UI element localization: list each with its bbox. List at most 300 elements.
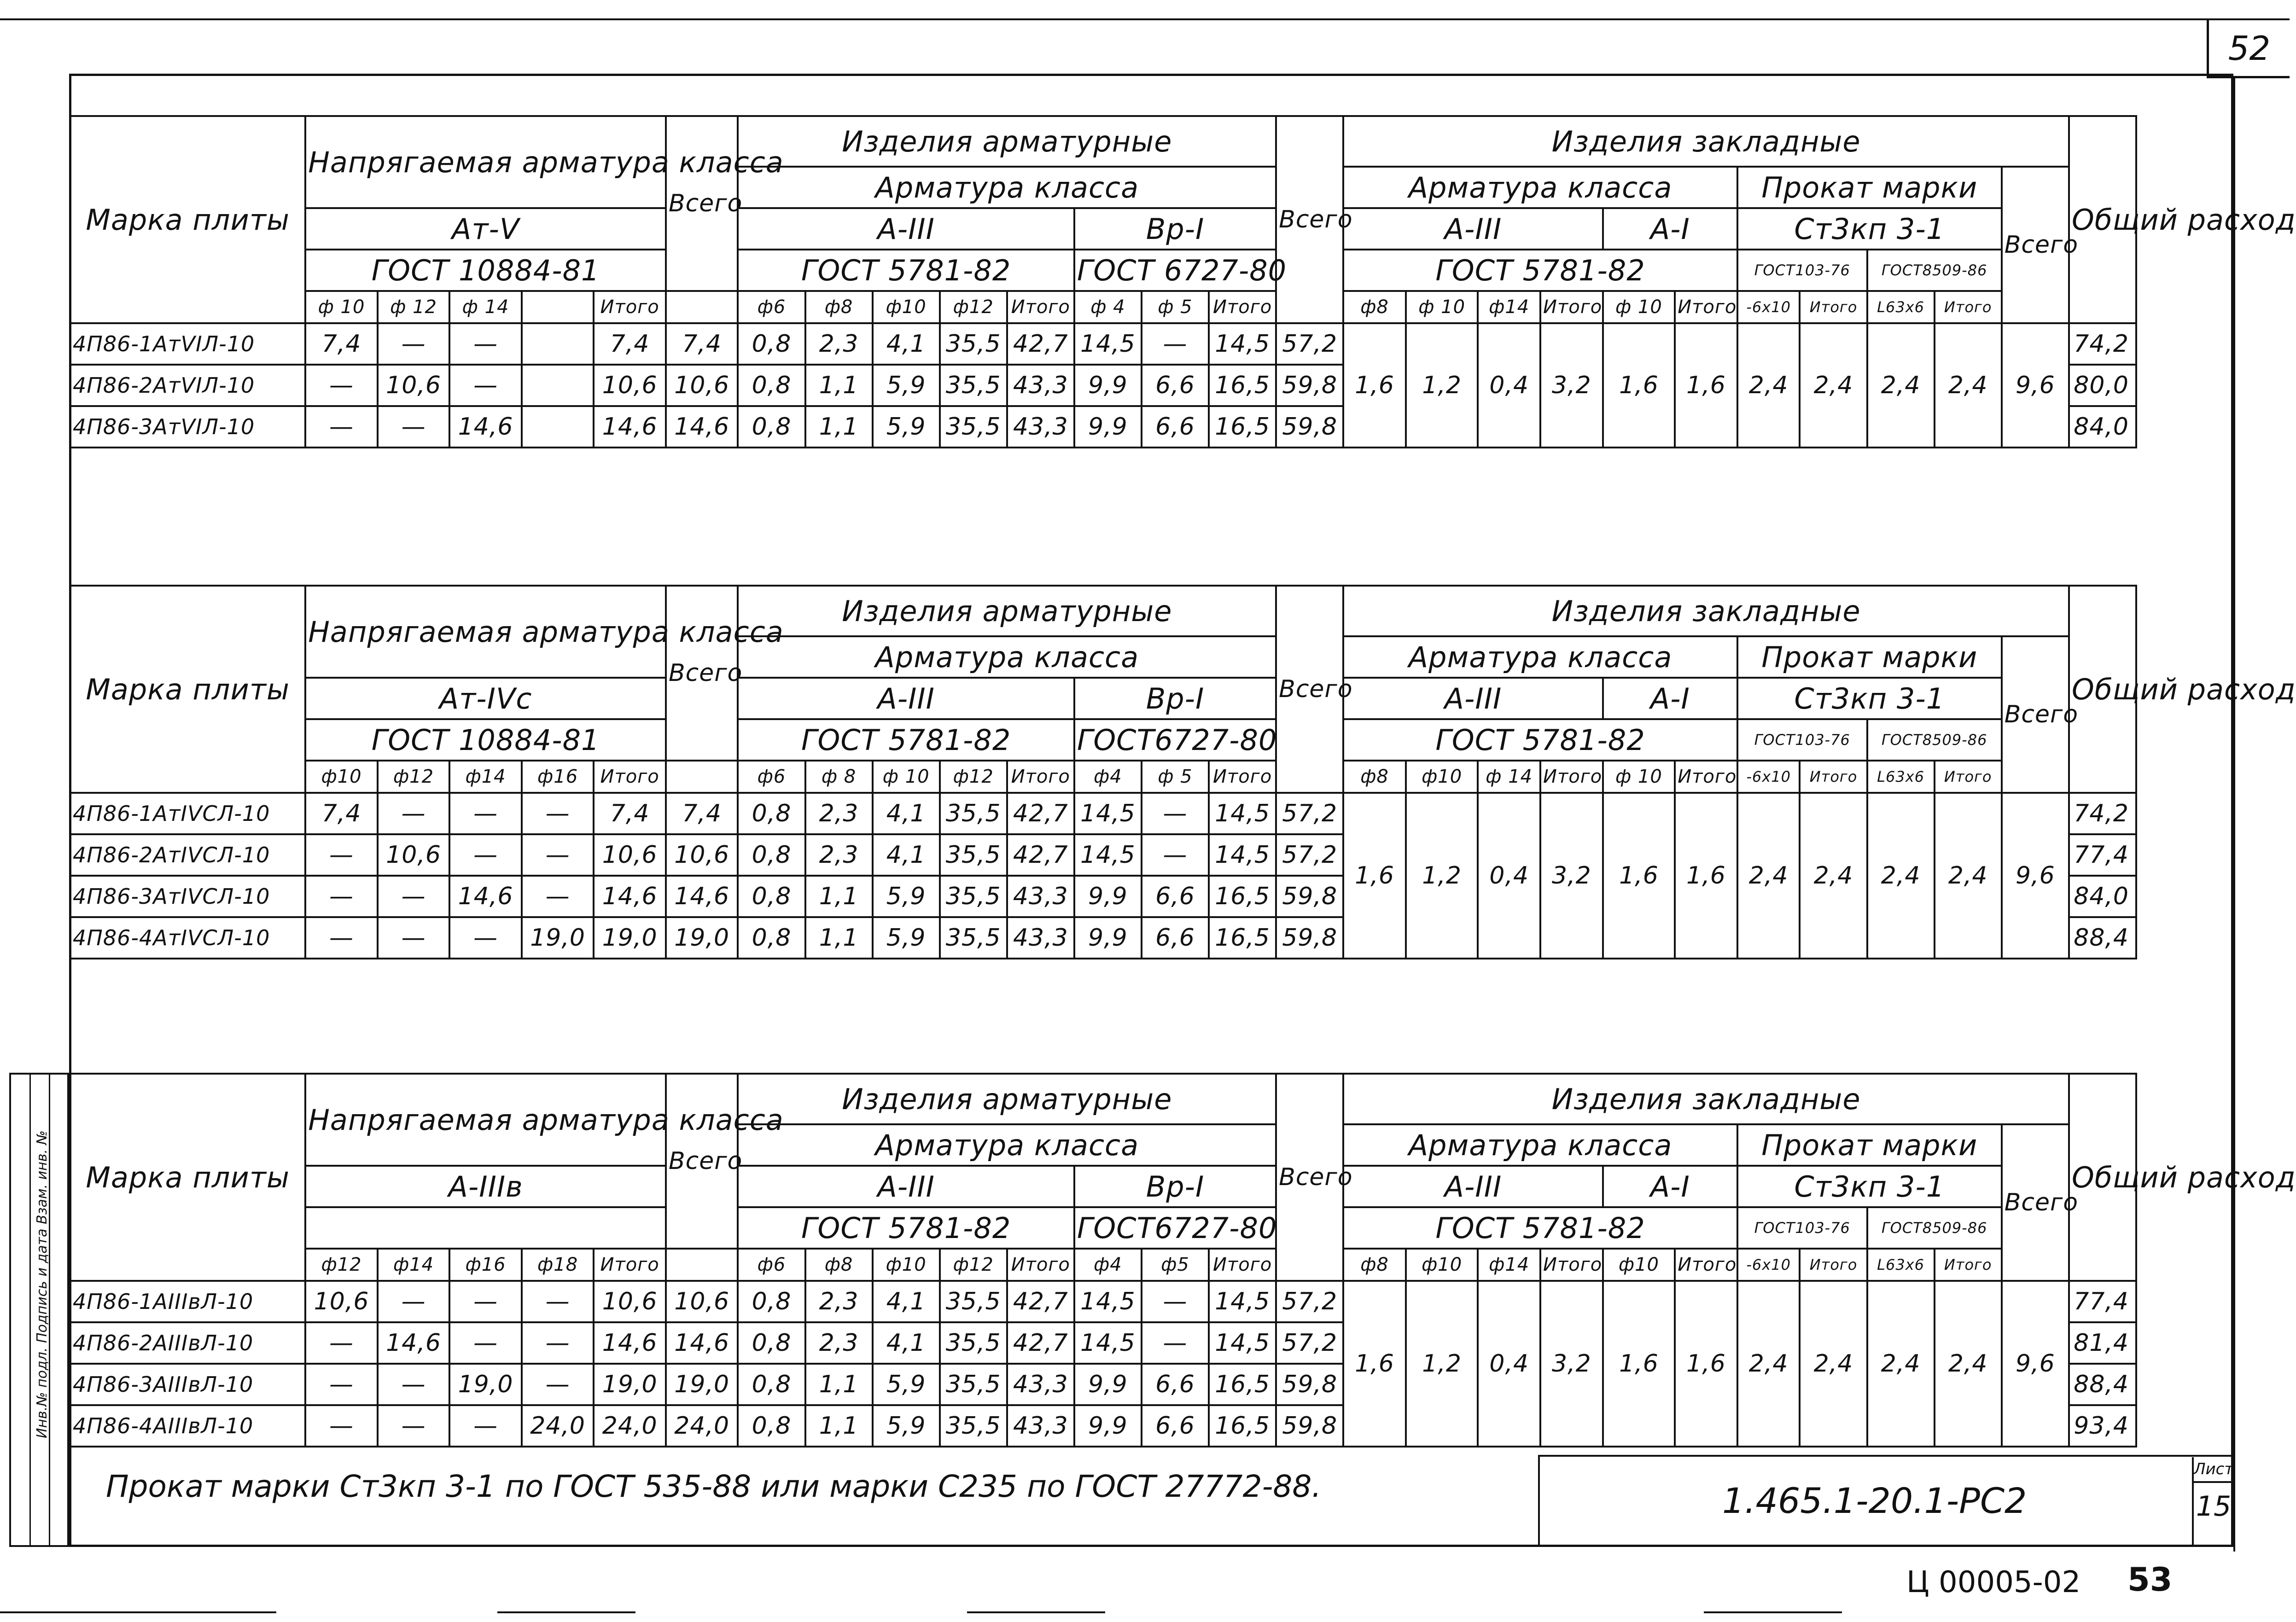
table-cell: 14,5 [1074, 834, 1142, 876]
table-cell: — [449, 323, 522, 365]
col-header-mark: Марка плиты [70, 586, 305, 793]
col-header-embedded-total: Всего [2002, 1124, 2069, 1281]
table-cell: 19,0 [666, 1364, 738, 1405]
table-cell: 42,7 [1007, 1322, 1074, 1364]
table-cell: 14,5 [1074, 1322, 1142, 1364]
row-mark: 4П86-1АIIIвЛ-10 [70, 1281, 305, 1322]
embedded-cell: 3,2 [1540, 323, 1603, 448]
embedded-cell: 2,4 [1935, 323, 2002, 448]
col-header-diameter: ф6 [738, 291, 805, 323]
col-header-rolled: Прокат марки [1737, 636, 2002, 678]
table-cell: 5,9 [873, 876, 940, 917]
table-cell: 14,5 [1074, 323, 1142, 365]
table-cell: — [449, 793, 522, 834]
table-cell: 0,8 [738, 1364, 805, 1405]
embedded-cell: 1,6 [1343, 323, 1406, 448]
table-cell: 43,3 [1007, 876, 1074, 917]
col-header-diameter: Итого [1935, 291, 2002, 323]
table-cell: — [522, 793, 594, 834]
table-cell: — [305, 365, 378, 406]
row-mark: 4П86-3АIIIвЛ-10 [70, 1364, 305, 1405]
row-mark: 4П86-3АтVIЛ-10 [70, 406, 305, 448]
table-cell: 35,5 [940, 406, 1007, 448]
table-cell: 1,1 [805, 876, 873, 917]
row-total: 77,4 [2069, 1281, 2136, 1322]
embedded-cell: 3,2 [1540, 793, 1603, 959]
table-cell: 10,6 [378, 834, 450, 876]
col-header-diameter: ф12 [378, 761, 450, 793]
embedded-cell: 1,6 [1343, 793, 1406, 959]
table-cell: 9,9 [1074, 1405, 1142, 1447]
table-cell: 57,2 [1276, 1281, 1343, 1322]
table-cell: 43,3 [1007, 1364, 1074, 1405]
embedded-cell: 2,4 [1867, 323, 1935, 448]
col-header-rebar-class: Арматура класса [738, 636, 1276, 678]
table-cell: 1,1 [805, 365, 873, 406]
col-header-a3-gost: ГОСТ 5781-82 [738, 719, 1074, 761]
table-cell: 9,9 [1074, 406, 1142, 448]
table-cell: — [378, 1281, 450, 1322]
embedded-cell: 1,2 [1406, 323, 1478, 448]
col-header-diameter: -6x10 [1737, 1249, 1800, 1281]
table-cell: 14,6 [666, 406, 738, 448]
table-cell: — [305, 834, 378, 876]
col-header-diameter: Итого [1800, 291, 1867, 323]
col-header-diameter: -6x10 [1737, 291, 1800, 323]
page-number: 52 [2207, 18, 2290, 78]
table-cell: 24,0 [666, 1405, 738, 1447]
table-cell: 59,8 [1276, 917, 1343, 959]
table-cell: 14,6 [449, 406, 522, 448]
col-header-rolled-grade: Ст3кп 3-1 [1737, 678, 2002, 719]
table-cell: 19,0 [594, 1364, 666, 1405]
row-mark: 4П86-2АтVIЛ-10 [70, 365, 305, 406]
table-cell: 14,5 [1209, 793, 1276, 834]
table-cell: 10,6 [594, 1281, 666, 1322]
col-header-diameter: ф14 [378, 1249, 450, 1281]
col-header-emb-gost: ГОСТ 5781-82 [1343, 250, 1737, 291]
binding-strip [9, 1073, 69, 1547]
row-total: 81,4 [2069, 1322, 2136, 1364]
table-cell: 6,6 [1142, 917, 1209, 959]
table-cell [522, 365, 594, 406]
col-header-prestressed: Напрягаемая арматура класса [305, 116, 666, 208]
embedded-cell: 1,2 [1406, 1281, 1478, 1447]
col-header-diameter: ф14 [449, 761, 522, 793]
col-header-bp1: Вр-I [1074, 1166, 1276, 1207]
table-cell: — [449, 365, 522, 406]
table-cell: 9,9 [1074, 917, 1142, 959]
col-header-rolled-gost-1: ГОСТ103-76 [1737, 250, 1867, 291]
col-header-diameter: ф12 [940, 761, 1007, 793]
table-cell: 1,1 [805, 406, 873, 448]
archive-code: Ц 00005-02 [1906, 1565, 2081, 1599]
table-cell: — [378, 1364, 450, 1405]
table-cell: 0,8 [738, 1322, 805, 1364]
row-total: 74,2 [2069, 323, 2136, 365]
table-cell: 10,6 [305, 1281, 378, 1322]
col-header-bp1-gost: ГОСТ6727-80 [1074, 719, 1276, 761]
col-header-embedded: Изделия закладные [1343, 586, 2069, 636]
col-header-diameter: ф18 [522, 1249, 594, 1281]
table-cell: — [378, 323, 450, 365]
table-cell [522, 323, 594, 365]
col-header-articles: Изделия арматурные [738, 586, 1276, 636]
col-header-diameter: Итого [1800, 1249, 1867, 1281]
col-header-embedded: Изделия закладные [1343, 1074, 2069, 1124]
table-cell: 42,7 [1007, 834, 1074, 876]
sheet-label: Лист [2194, 1457, 2233, 1483]
table-cell: 10,6 [378, 365, 450, 406]
table-cell: 16,5 [1209, 1405, 1276, 1447]
col-header-diameter: Итого [594, 761, 666, 793]
col-header-diameter: ф 10 [1406, 291, 1478, 323]
col-header-diameter: ф16 [449, 1249, 522, 1281]
col-header-a3: А-III [738, 208, 1074, 250]
table-cell: 35,5 [940, 834, 1007, 876]
table-cell: 10,6 [666, 365, 738, 406]
footer-line [1704, 1611, 1842, 1613]
col-header-diameter: Итого [1540, 1249, 1603, 1281]
table-cell: — [305, 406, 378, 448]
col-header-diameter: ф 5 [1142, 291, 1209, 323]
col-header-diameter: ф6 [738, 761, 805, 793]
table-cell: — [449, 917, 522, 959]
table-cell: 14,6 [594, 876, 666, 917]
col-header-prestressed-gost: ГОСТ 10884-81 [305, 250, 666, 291]
col-header-emb-rebar-class: Арматура класса [1343, 167, 1737, 208]
table-cell: 10,6 [594, 834, 666, 876]
col-header-diameter: Итого [1935, 1249, 2002, 1281]
table-cell: 42,7 [1007, 323, 1074, 365]
table-cell: 19,0 [522, 917, 594, 959]
table-cell: — [449, 1322, 522, 1364]
col-header-rolled: Прокат марки [1737, 1124, 2002, 1166]
table-cell: — [1142, 1322, 1209, 1364]
col-header-diameter: Итого [1209, 761, 1276, 793]
col-header-a3-gost: ГОСТ 5781-82 [738, 1207, 1074, 1249]
col-header-emb-a1: А-I [1603, 208, 1737, 250]
col-header-diameter: ф 8 [805, 761, 873, 793]
table-cell: 14,6 [594, 406, 666, 448]
table-cell: — [1142, 834, 1209, 876]
steel-spec-table [69, 115, 2296, 448]
table-cell: 35,5 [940, 917, 1007, 959]
table-cell: 7,4 [305, 793, 378, 834]
table-cell: 0,8 [738, 323, 805, 365]
table-cell: — [378, 793, 450, 834]
col-header-rolled-gost-2: ГОСТ8509-86 [1867, 719, 2002, 761]
table-cell: 35,5 [940, 365, 1007, 406]
table-cell: 5,9 [873, 365, 940, 406]
table-cell: 16,5 [1209, 406, 1276, 448]
col-header-diameter: ф14 [1478, 1249, 1540, 1281]
table-cell: 16,5 [1209, 365, 1276, 406]
embedded-cell: 1,6 [1343, 1281, 1406, 1447]
table-cell: 35,5 [940, 793, 1007, 834]
col-header-total: Общий расход [2069, 586, 2136, 793]
row-mark: 4П86-2АтIVСЛ-10 [70, 834, 305, 876]
table-cell: 0,8 [738, 1281, 805, 1322]
table-cell: — [1142, 793, 1209, 834]
table-cell: 16,5 [1209, 876, 1276, 917]
embedded-cell: 9,6 [2002, 323, 2069, 448]
table-cell: — [1142, 323, 1209, 365]
table-cell: 14,5 [1209, 834, 1276, 876]
col-header-diameter: Итого [594, 291, 666, 323]
col-header-empty [666, 291, 738, 323]
table-cell: — [305, 1322, 378, 1364]
col-header-diameter: Итого [1675, 761, 1737, 793]
col-header-diameter: Итого [1675, 1249, 1737, 1281]
col-header-diameter: ф8 [1343, 761, 1406, 793]
table-cell: 14,6 [378, 1322, 450, 1364]
row-total: 77,4 [2069, 834, 2136, 876]
table-cell: 6,6 [1142, 876, 1209, 917]
row-total: 84,0 [2069, 406, 2136, 448]
table-cell: 0,8 [738, 876, 805, 917]
embedded-cell: 0,4 [1478, 323, 1540, 448]
col-header-bp1-gost: ГОСТ6727-80 [1074, 1207, 1276, 1249]
col-header-diameter: L63x6 [1867, 291, 1935, 323]
table-cell: 5,9 [873, 1364, 940, 1405]
table-cell: 14,5 [1074, 1281, 1142, 1322]
col-header-emb-rebar-class: Арматура класса [1343, 1124, 1737, 1166]
table-cell: 2,3 [805, 793, 873, 834]
table-cell: 14,5 [1074, 793, 1142, 834]
col-header-emb-a1: А-I [1603, 678, 1737, 719]
col-header-prestressed-class: Ат-V [305, 208, 666, 250]
table-cell: 1,1 [805, 1405, 873, 1447]
footer-line [497, 1611, 635, 1613]
col-header-diameter: ф16 [522, 761, 594, 793]
table-cell: — [522, 876, 594, 917]
col-header-a3: А-III [738, 1166, 1074, 1207]
col-header-empty [666, 761, 738, 793]
table-cell: 7,4 [594, 323, 666, 365]
table-cell: 16,5 [1209, 1364, 1276, 1405]
col-header-embedded: Изделия закладные [1343, 116, 2069, 167]
archive-page-number: 53 [2127, 1561, 2173, 1599]
rolled-steel-note: Прокат марки Ст3кп 3-1 по ГОСТ 535-88 или марки С235 по ГОСТ 27772-88. [106, 1469, 1322, 1504]
table-cell: 0,8 [738, 793, 805, 834]
embedded-cell: 2,4 [1867, 1281, 1935, 1447]
col-header-diameter: ф10 [873, 1249, 940, 1281]
row-total: 74,2 [2069, 793, 2136, 834]
table-cell: 4,1 [873, 834, 940, 876]
binding-strip-text: Инв.№ подл. Подпись и дата Взам. инв. № [34, 1130, 50, 1438]
col-header-prestressed-class: А-IIIв [305, 1166, 666, 1207]
table-cell: 43,3 [1007, 1405, 1074, 1447]
col-header-embedded-total: Всего [2002, 167, 2069, 323]
table-cell: 19,0 [449, 1364, 522, 1405]
col-header-total: Общий расход [2069, 1074, 2136, 1281]
col-header-diameter: Итого [1935, 761, 2002, 793]
col-header-diameter: ф12 [940, 291, 1007, 323]
col-header-prestressed: Напрягаемая арматура класса [305, 586, 666, 678]
table-cell: 6,6 [1142, 406, 1209, 448]
table-cell: 6,6 [1142, 1364, 1209, 1405]
col-header-diameter: Итого [1007, 1249, 1074, 1281]
col-header-emb-a1: А-I [1603, 1166, 1737, 1207]
col-header-diameter: Итого [1209, 1249, 1276, 1281]
table-cell: — [378, 876, 450, 917]
table-cell: 0,8 [738, 917, 805, 959]
table-cell: 19,0 [666, 917, 738, 959]
table-cell: 4,1 [873, 1281, 940, 1322]
table-cell: 2,3 [805, 834, 873, 876]
embedded-cell: 1,6 [1603, 793, 1675, 959]
row-total: 84,0 [2069, 876, 2136, 917]
table-cell: — [305, 917, 378, 959]
table-cell [522, 406, 594, 448]
row-mark: 4П86-3АтIVСЛ-10 [70, 876, 305, 917]
col-header-prestressed-class: Ат-IVс [305, 678, 666, 719]
table-cell: — [522, 1281, 594, 1322]
table-cell: 1,1 [805, 917, 873, 959]
table-cell: 7,4 [666, 323, 738, 365]
col-header-diameter [522, 291, 594, 323]
col-header-diameter: Итого [594, 1249, 666, 1281]
col-header-diameter: L63x6 [1867, 1249, 1935, 1281]
steel-spec-table [69, 1073, 2296, 1448]
col-header-rolled-gost-1: ГОСТ103-76 [1737, 719, 1867, 761]
table-cell: 24,0 [594, 1405, 666, 1447]
embedded-cell: 2,4 [1800, 323, 1867, 448]
table-cell: 42,7 [1007, 1281, 1074, 1322]
embedded-cell: 2,4 [1737, 323, 1800, 448]
embedded-cell: 1,6 [1603, 323, 1675, 448]
embedded-cell: 0,4 [1478, 1281, 1540, 1447]
table-cell: 14,5 [1209, 323, 1276, 365]
table-cell: 16,5 [1209, 917, 1276, 959]
col-header-prestressed-gost: ГОСТ 10884-81 [305, 719, 666, 761]
col-header-diameter: ф4 [1074, 761, 1142, 793]
col-header-diameter: ф 12 [378, 291, 450, 323]
table-cell: — [449, 1405, 522, 1447]
col-header-diameter: Итого [1007, 761, 1074, 793]
table-cell: 43,3 [1007, 406, 1074, 448]
table-cell: 35,5 [940, 876, 1007, 917]
table-cell: 42,7 [1007, 793, 1074, 834]
col-header-diameter: ф 14 [1478, 761, 1540, 793]
table-cell: 24,0 [522, 1405, 594, 1447]
binding-column [11, 1075, 31, 1545]
table-cell: 10,6 [594, 365, 666, 406]
col-header-articles: Изделия арматурные [738, 1074, 1276, 1124]
col-header-diameter: Итого [1209, 291, 1276, 323]
col-header-bp1-gost: ГОСТ 6727-80 [1074, 250, 1276, 291]
table-cell: 2,3 [805, 323, 873, 365]
table-cell: 59,8 [1276, 1405, 1343, 1447]
col-header-diameter: Итого [1007, 291, 1074, 323]
embedded-cell: 2,4 [1935, 1281, 2002, 1447]
table-cell: 35,5 [940, 1405, 1007, 1447]
table-cell: 7,4 [594, 793, 666, 834]
col-header-rolled-grade: Ст3кп 3-1 [1737, 1166, 2002, 1207]
table-cell: 9,9 [1074, 876, 1142, 917]
embedded-cell: 1,6 [1675, 323, 1737, 448]
table-cell: 0,8 [738, 365, 805, 406]
embedded-cell: 2,4 [1800, 1281, 1867, 1447]
table-cell: — [522, 1364, 594, 1405]
table-cell: — [378, 1405, 450, 1447]
table-cell: — [378, 917, 450, 959]
col-header-bp1: Вр-I [1074, 678, 1276, 719]
col-header-articles: Изделия арматурные [738, 116, 1276, 167]
col-header-prestressed-gost [305, 1207, 666, 1249]
row-total: 88,4 [2069, 1364, 2136, 1405]
table-cell: 4,1 [873, 1322, 940, 1364]
embedded-cell: 2,4 [1737, 1281, 1800, 1447]
col-header-diameter: ф12 [305, 1249, 378, 1281]
embedded-cell: 0,4 [1478, 793, 1540, 959]
table-cell: 6,6 [1142, 1405, 1209, 1447]
table-cell: — [305, 1405, 378, 1447]
col-header-diameter: ф8 [1343, 1249, 1406, 1281]
col-header-bp1: Вр-I [1074, 208, 1276, 250]
table-cell: 57,2 [1276, 793, 1343, 834]
table-cell: 0,8 [738, 406, 805, 448]
embedded-cell: 1,6 [1603, 1281, 1675, 1447]
table-cell: — [1142, 1281, 1209, 1322]
table-cell: 2,3 [805, 1322, 873, 1364]
col-header-diameter: ф10 [1406, 1249, 1478, 1281]
col-header-mark: Марка плиты [70, 116, 305, 323]
table-cell: — [305, 1364, 378, 1405]
col-header-diameter: ф8 [1343, 291, 1406, 323]
table-cell: 14,5 [1209, 1281, 1276, 1322]
col-header-diameter: ф6 [738, 1249, 805, 1281]
embedded-cell: 2,4 [1867, 793, 1935, 959]
table-cell: 19,0 [594, 917, 666, 959]
row-total: 93,4 [2069, 1405, 2136, 1447]
col-header-diameter: ф 10 [873, 761, 940, 793]
footer-line [967, 1611, 1105, 1613]
table-cell: 14,6 [666, 876, 738, 917]
col-header-diameter: L63x6 [1867, 761, 1935, 793]
col-header-diameter: -6x10 [1737, 761, 1800, 793]
table-cell: 6,6 [1142, 365, 1209, 406]
table-cell: 43,3 [1007, 365, 1074, 406]
table-cell: 57,2 [1276, 1322, 1343, 1364]
footer-line [0, 1611, 276, 1613]
table-cell: 10,6 [666, 1281, 738, 1322]
col-header-rolled: Прокат марки [1737, 167, 2002, 208]
table-cell: 2,3 [805, 1281, 873, 1322]
col-header-diameter: Итого [1540, 761, 1603, 793]
row-total: 88,4 [2069, 917, 2136, 959]
col-header-diameter: ф12 [940, 1249, 1007, 1281]
row-mark: 4П86-4АтIVСЛ-10 [70, 917, 305, 959]
sheet-number-box [2192, 1457, 2233, 1545]
table-cell: 35,5 [940, 1322, 1007, 1364]
col-header-diameter: ф8 [805, 1249, 873, 1281]
sheet-number: 15 [2196, 1490, 2232, 1523]
col-header-diameter: ф5 [1142, 1249, 1209, 1281]
table-cell: 9,9 [1074, 365, 1142, 406]
col-header-emb-gost: ГОСТ 5781-82 [1343, 719, 1737, 761]
table-cell: 14,6 [449, 876, 522, 917]
row-mark: 4П86-4АIIIвЛ-10 [70, 1405, 305, 1447]
table-cell: 14,6 [666, 1322, 738, 1364]
col-header-rolled-grade: Ст3кп 3-1 [1737, 208, 2002, 250]
col-header-embedded-total: Всего [2002, 636, 2069, 793]
table-cell: 5,9 [873, 917, 940, 959]
col-header-diameter: ф 5 [1142, 761, 1209, 793]
col-header-rebar-class: Арматура класса [738, 1124, 1276, 1166]
col-header-emb-a3: А-III [1343, 208, 1603, 250]
